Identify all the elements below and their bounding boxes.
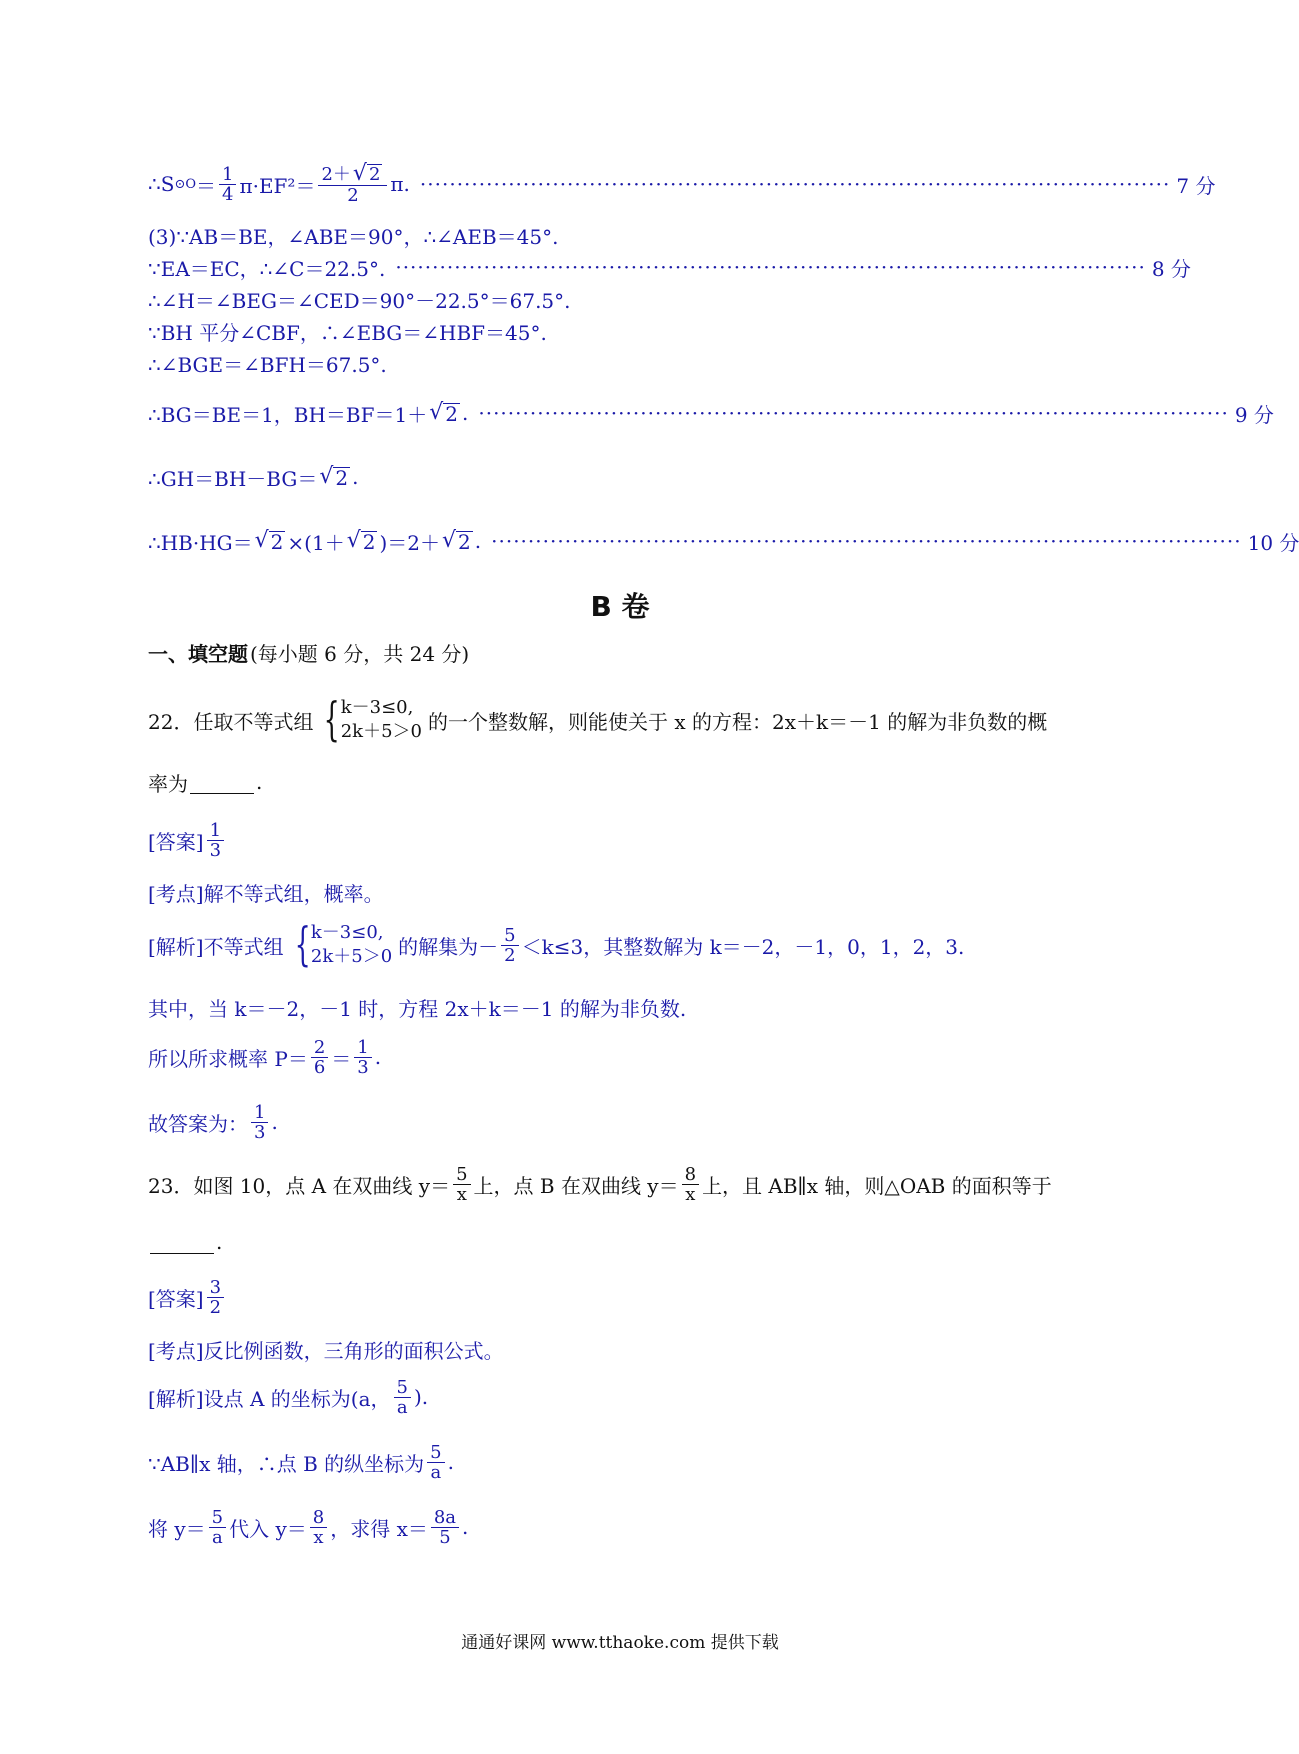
- jiexi-line: 其中，当 k＝－2，－1 时，方程 2x＋k＝－1 的解为非负数.: [148, 996, 687, 1021]
- jiexi-line: 故答案为： $\frac{1}{3}$ .: [148, 1101, 278, 1143]
- text: π.: [390, 172, 410, 196]
- answer: [答案] $\frac{1}{3}$: [148, 818, 227, 862]
- inequality-system: { k－3≤0, 2k＋5＞0: [324, 692, 422, 746]
- page-footer: 通通好课网 www.tthaoke.com 提供下载: [461, 1633, 779, 1653]
- jiexi: [解析]设点 A 的坐标为(a， $\frac{5}{a}$ ).: [148, 1376, 429, 1418]
- answer-blank: [190, 771, 254, 794]
- leader-dots: ······································································································: [395, 255, 1146, 279]
- question-23-cont: .: [148, 1220, 222, 1264]
- question-22: 22．任取不等式组 { k－3≤0, 2k＋5＞0 的一个整数解，则能使关于 x 的方程：2x＋k＝－1 的解为非负数的概: [148, 692, 1048, 746]
- score: 10 分: [1247, 530, 1299, 555]
- leader-dots: ······································································································: [491, 529, 1242, 553]
- leader-dots: ······································································································: [419, 172, 1171, 196]
- solution-line: (3)∵AB＝BE，∠ABE＝90°，∴∠AEB＝45°.: [148, 224, 559, 249]
- fraction: 2＋ √ 2 2: [318, 163, 387, 205]
- solution-line: ∴∠BGE＝∠BFH＝67.5°.: [148, 352, 387, 377]
- score: 8 分: [1151, 256, 1191, 281]
- solution-line: ∴∠H＝∠BEG＝∠CED＝90°－22.5°＝67.5°.: [148, 288, 571, 313]
- score: 7 分: [1176, 173, 1216, 198]
- question-23: 23．如图 10，点 A 在双曲线 y＝ $\frac{5}{x}$ 上，点 B 在双曲线 y＝ $\frac{8}{x}$ 上，且 AB∥x 轴，则△OAB 的面积等于: [148, 1163, 1052, 1205]
- part-heading: 一、填空题 (每小题 6 分，共 24 分): [148, 641, 470, 666]
- solution-line: ∵BH 平分∠CBF，∴∠EBG＝∠HBF＝45°.: [148, 320, 547, 345]
- kaodian: [考点]反比例函数，三角形的面积公式。: [148, 1338, 504, 1363]
- jiexi: [解析]不等式组 { k－3≤0, 2k＋5＞0 的解集为－ $\frac{5}{2}$ ＜k≤3，其整数解为 k＝－2，－1，0，1，2，3.: [148, 917, 965, 971]
- leader-dots: ······································································································: [478, 401, 1229, 425]
- jiexi-line: 将 y＝ $\frac{5}{a}$ 代入 y＝ $\frac{8}{x}$ ，求得 x＝ $\frac{8a}{5}$ .: [148, 1506, 469, 1548]
- jiexi-line: ∵AB∥x 轴，∴点 B 的纵坐标为 $\frac{5}{a}$ .: [148, 1441, 454, 1483]
- solution-line: ∴BG＝BE＝1，BH＝BF＝1＋ √ 2 . ······································································································ 9 分: [148, 400, 1274, 427]
- question-22-cont: 率为 .: [148, 770, 263, 796]
- answer-blank: [150, 1231, 214, 1254]
- score: 9 分: [1234, 402, 1274, 427]
- text: ＝: [196, 173, 216, 198]
- solution-line: ∴GH＝BH－BG＝ √ 2 .: [148, 464, 359, 491]
- kaodian: [考点]解不等式组，概率。: [148, 881, 384, 906]
- text: π·EF²＝: [239, 173, 316, 198]
- section-title: B 卷: [590, 590, 650, 623]
- solution-line: ∵EA＝EC，∴∠C＝22.5°. ······································································································ 8 分: [148, 245, 1008, 289]
- solution-line-area: [148, 161, 1216, 206]
- text: ∴S: [148, 172, 175, 196]
- answer: [答案] $\frac{3}{2}$: [148, 1275, 227, 1319]
- jiexi-line: 所以所求概率 P＝ $\frac{2}{6}$ ＝ $\frac{1}{3}$ .: [148, 1036, 382, 1078]
- subscript: ⊙O: [174, 176, 196, 192]
- solution-line: ∴HB·HG＝ √ 2 ×(1＋ √ 2 )＝2＋ √ 2 . ······································································································ 10 分: [148, 528, 1299, 555]
- fraction: $\frac{1}{4}$: [219, 165, 236, 204]
